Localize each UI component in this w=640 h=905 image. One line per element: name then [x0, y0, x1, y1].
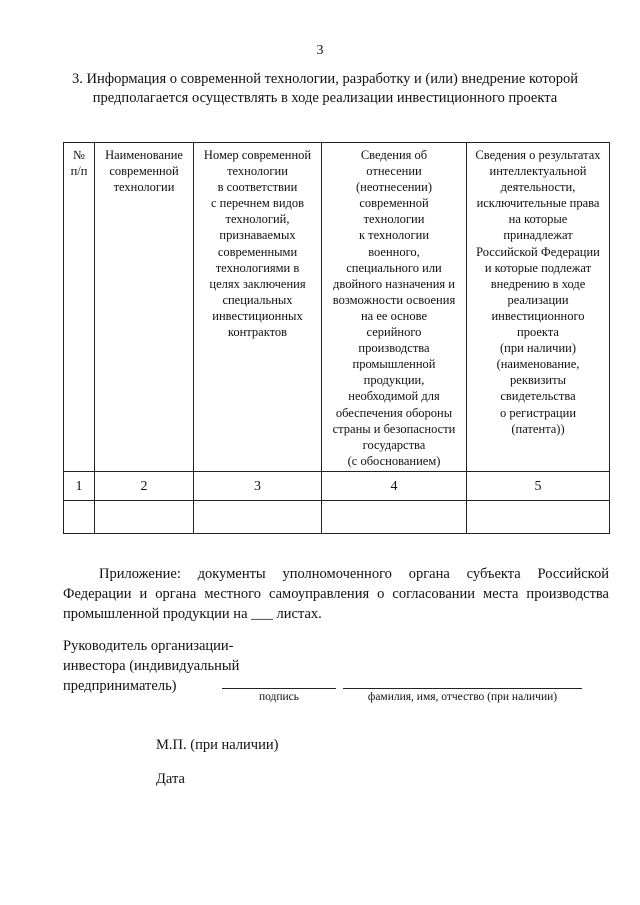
date-label: Дата	[156, 771, 185, 787]
appendix-line: промышленной продукции на ___ листах.	[63, 606, 322, 622]
column-number-cell: 5	[467, 472, 610, 501]
name-caption: фамилия, имя, отчество (при наличии)	[367, 691, 558, 703]
table-cell	[322, 501, 467, 534]
table-cell	[194, 501, 322, 534]
seal-label: М.П. (при наличии)	[156, 737, 279, 753]
section-heading-line: 3. Информация о современной технологии, разработку и (или) внедрение которой	[72, 71, 578, 87]
signer-label-line: инвестора (индивидуальный	[63, 658, 240, 674]
appendix-line: Федерации и органа местного самоуправления о согласовании места производства	[63, 586, 609, 602]
table-cell	[95, 501, 194, 534]
header-cell-intellectual-property: Сведения о результатах интеллектуальной деятельности, исключительные права на которые принадлежат Российской Федерации и которые подлежат внедрению в ходе реализации инвестиционного проекта (при наличии) (наименование, реквизиты свидетельства о регистрации (патента))	[467, 143, 610, 472]
signer-label-line: Руководитель организации-	[63, 638, 234, 654]
signer-label-line: предприниматель)	[63, 678, 177, 694]
section-heading	[60, 70, 590, 108]
column-number-row	[64, 472, 610, 501]
table-header-row	[64, 143, 610, 472]
table-row	[64, 501, 610, 534]
page-number: 3	[316, 43, 324, 58]
signature-line	[222, 688, 336, 689]
column-number-cell: 1	[64, 472, 95, 501]
header-cell-technology-code: Номер современной технологии в соответствии с перечнем видов технологий, признаваемых современными технологиями в целях заключения специальных инвестиционных контрактов	[194, 143, 322, 472]
technology-info-table	[63, 142, 610, 534]
appendix-line: Приложение: документы уполномоченного органа субъекта Российской	[99, 566, 609, 582]
header-cell-military-classification: Сведения об отнесении (неотнесении) современной технологии к технологии военного, специального или двойного назначения и возможности освоения на ее основе серийного производства промышленной продукции, необходимой для обеспечения обороны страны и безопасности государства (с обоснованием)	[322, 143, 467, 472]
section-heading-line: предполагается осуществлять в ходе реализации инвестиционного проекта	[92, 90, 558, 106]
signer-label	[63, 636, 283, 696]
column-number-cell: 3	[194, 472, 322, 501]
header-cell-number: № п/п	[64, 143, 95, 472]
header-cell-technology-name: Наименование современной технологии	[95, 143, 194, 472]
column-number-cell: 4	[322, 472, 467, 501]
table-cell	[64, 501, 95, 534]
signature-caption: подпись	[258, 691, 300, 703]
appendix-note	[63, 564, 609, 624]
name-line	[343, 688, 582, 689]
table-cell	[467, 501, 610, 534]
column-number-cell: 2	[95, 472, 194, 501]
